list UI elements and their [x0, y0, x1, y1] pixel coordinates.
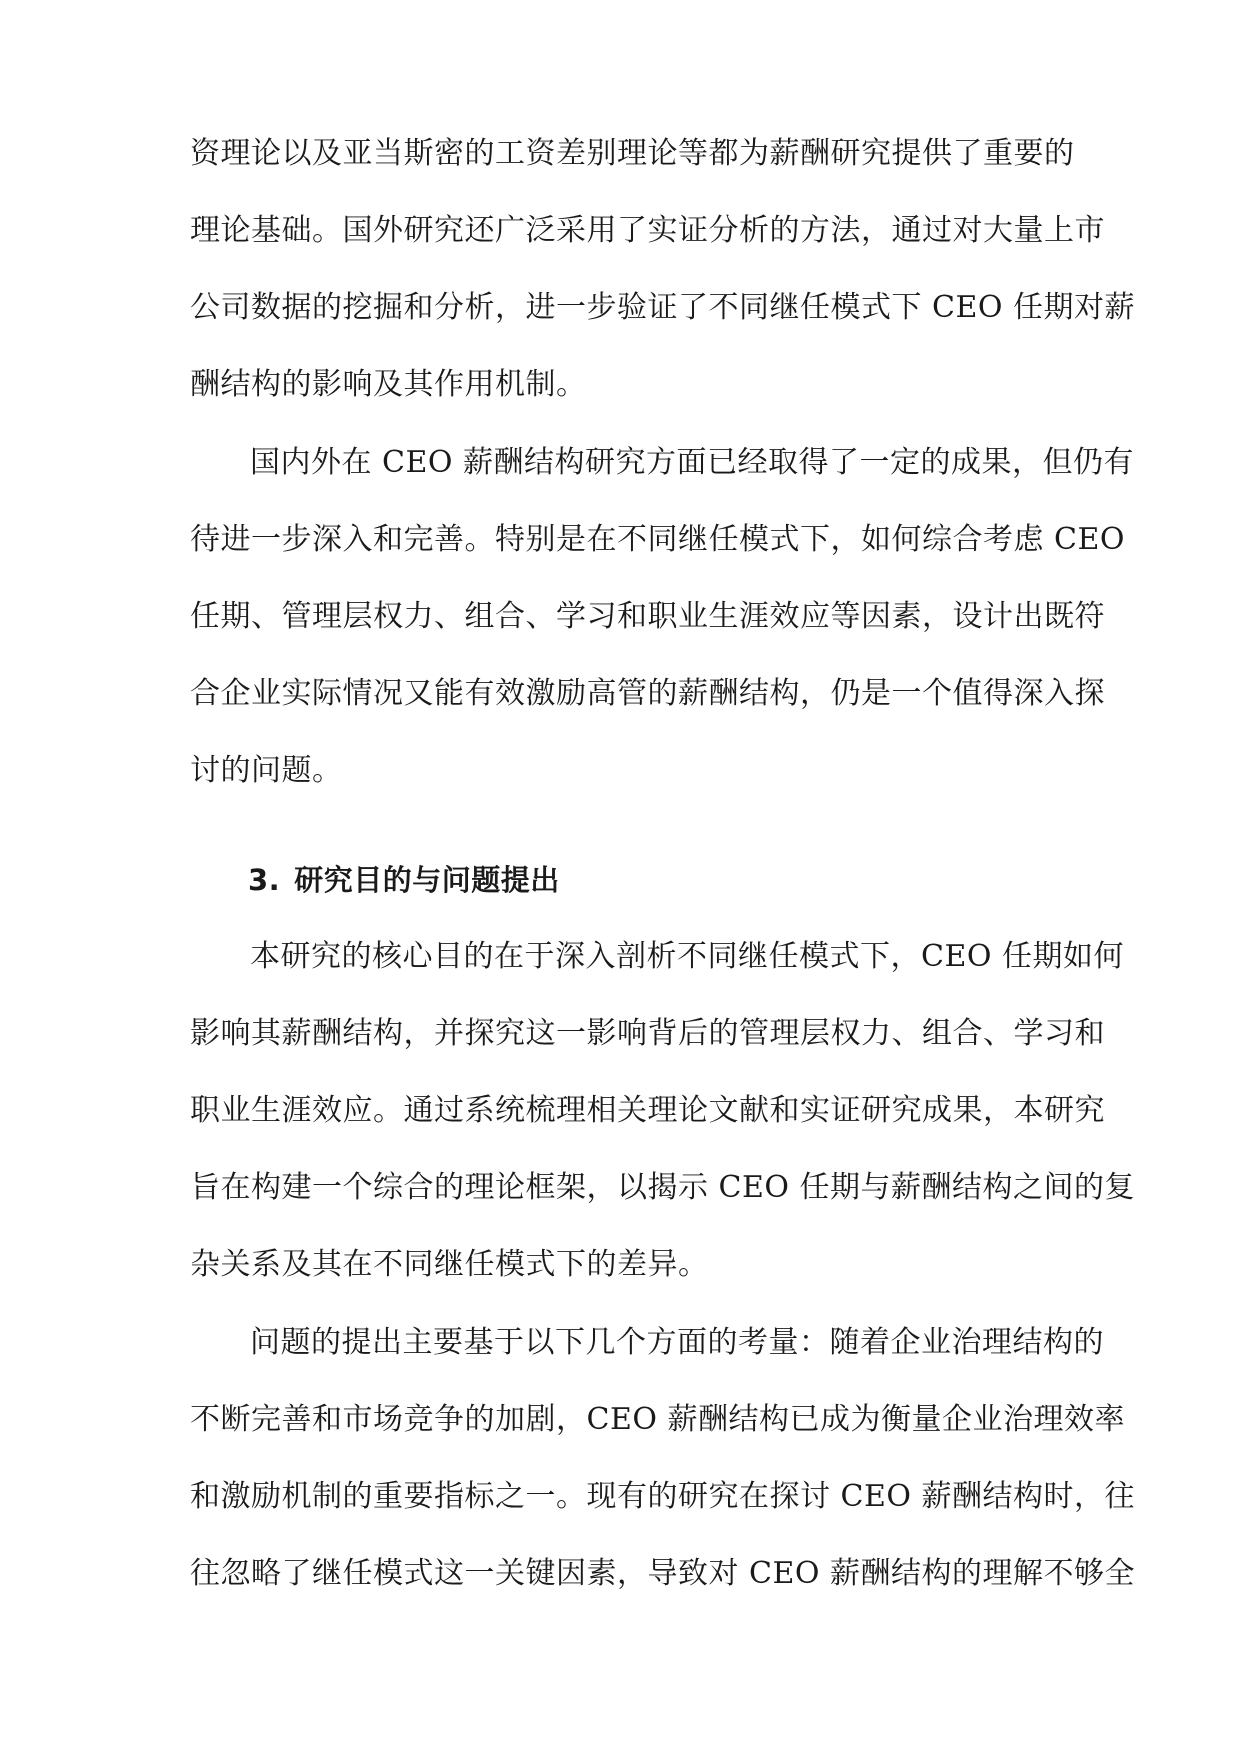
paragraph-line: 任期、管理层权力、组合、学习和职业生涯效应等因素，设计出既符: [190, 599, 1105, 634]
paragraph-line: 不断完善和市场竞争的加剧，CEO 薪酬结构已成为衡量企业治理效率: [190, 1402, 1125, 1437]
paragraph-line: 和激励机制的重要指标之一。现有的研究在探讨 CEO 薪酬结构时，往: [190, 1479, 1136, 1514]
paragraph-line: 讨的问题。: [190, 753, 343, 788]
section-heading: [248, 860, 560, 900]
paragraph-line: 国内外在 CEO 薪酬结构研究方面已经取得了一定的成果，但仍有: [250, 445, 1135, 480]
paragraph-line: 职业生涯效应。通过系统梳理相关理论文献和实证研究成果，本研究: [190, 1093, 1105, 1128]
paragraph-line: 影响其薪酬结构，并探究这一影响背后的管理层权力、组合、学习和: [190, 1016, 1105, 1051]
paragraph-line: 往忽略了继任模式这一关键因素，导致对 CEO 薪酬结构的理解不够全: [190, 1556, 1136, 1591]
paragraph-line: 公司数据的挖掘和分析，进一步验证了不同继任模式下 CEO 任期对薪: [190, 290, 1136, 325]
paragraph-line: 待进一步深入和完善。特别是在不同继任模式下，如何综合考虑 CEO: [190, 522, 1125, 557]
paragraph-line: 资理论以及亚当斯密的工资差别理论等都为薪酬研究提供了重要的: [190, 136, 1075, 171]
paragraph-line: 旨在构建一个综合的理论框架，以揭示 CEO 任期与薪酬结构之间的复: [190, 1170, 1136, 1205]
paragraph-line: 问题的提出主要基于以下几个方面的考量：随着企业治理结构的: [250, 1325, 1104, 1360]
paragraph-line: 合企业实际情况又能有效激励高管的薪酬结构，仍是一个值得深入探: [190, 676, 1105, 711]
paragraph-line: 本研究的核心目的在于深入剖析不同继任模式下，CEO 任期如何: [250, 939, 1124, 974]
paragraph-line: 杂关系及其在不同继任模式下的差异。: [190, 1247, 709, 1282]
section-title: 研究目的与问题提出: [294, 863, 560, 897]
section-number: 3.: [248, 863, 281, 897]
paragraph-line: 酬结构的影响及其作用机制。: [190, 367, 587, 402]
paragraph-line: 理论基础。国外研究还广泛采用了实证分析的方法，通过对大量上市: [190, 213, 1105, 248]
